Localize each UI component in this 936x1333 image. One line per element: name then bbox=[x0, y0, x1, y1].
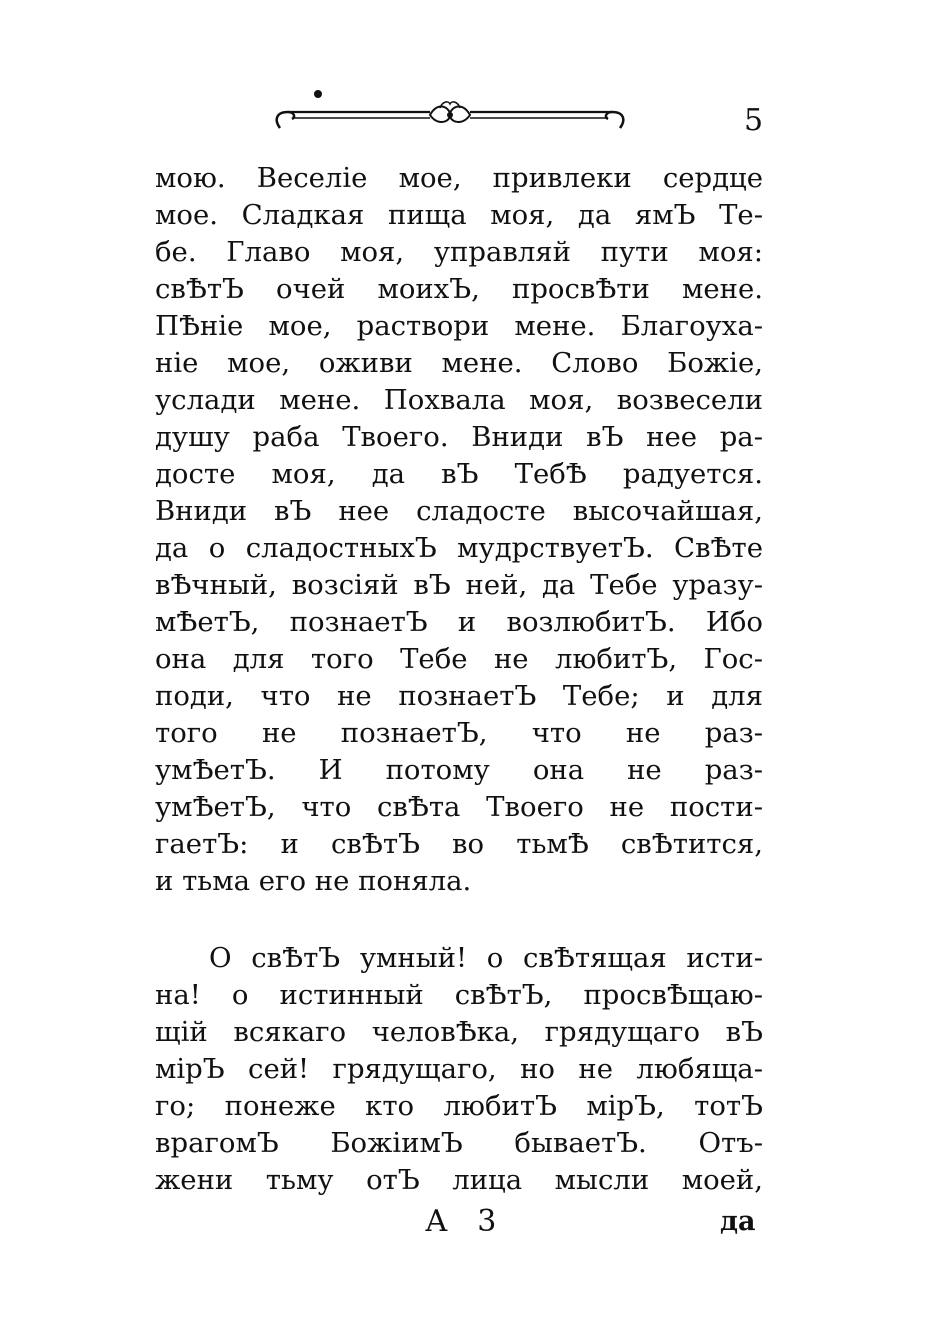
text-line: того не познаетЪ, что не раз- bbox=[155, 717, 763, 749]
text-line: мою. Веселіе мое, привлеки сердце bbox=[155, 162, 763, 194]
text-line: мірЪ сей! грядущаго, но не любяща- bbox=[155, 1053, 763, 1085]
catchword: да bbox=[720, 1206, 756, 1237]
paragraph-2 bbox=[155, 940, 763, 1199]
text-line: она для того Тебе не любитЪ, Гос- bbox=[155, 643, 763, 675]
text-line: досте моя, да вЪ ТебѢ радуется. bbox=[155, 458, 763, 490]
text-line: жени тьму отЪ лица мысли моей, bbox=[155, 1164, 763, 1196]
text-line: мѢетЪ, познаетЪ и возлюбитЪ. Ибо bbox=[155, 606, 763, 638]
text-line: умѢетЪ. И потому она не раз- bbox=[155, 754, 763, 786]
text-line: и тьма его не поняла. bbox=[155, 865, 472, 897]
page-footer bbox=[0, 1202, 936, 1252]
text-line: поди, что не познаетЪ Тебе; и для bbox=[155, 680, 763, 712]
text-line: бе. Главо моя, управляй пути моя: bbox=[155, 236, 763, 268]
text-line: услади мене. Похвала моя, возвесели bbox=[155, 384, 763, 416]
text-line: го; понеже кто любитЪ мірЪ, тотЪ bbox=[155, 1090, 763, 1122]
text-line: врагомЪ БожіимЪ бываетЪ. Отъ- bbox=[155, 1127, 763, 1159]
text-line: свѢтЪ очей моихЪ, просвѢти мене. bbox=[155, 273, 763, 305]
text-line: ніе мое, оживи мене. Слово Божіе, bbox=[155, 347, 763, 379]
page-header bbox=[0, 0, 936, 150]
text-line: Вниди вЪ нее сладосте высочайшая, bbox=[155, 495, 763, 527]
headpiece-ornament-icon bbox=[270, 86, 630, 136]
text-line: гаетЪ: и свѢтЪ во тьмѢ свѢтится, bbox=[155, 828, 763, 860]
text-line: умѢетЪ, что свѢта Твоего не пости- bbox=[155, 791, 763, 823]
paragraph-1 bbox=[155, 160, 763, 900]
signature-mark: А 3 bbox=[425, 1204, 507, 1239]
text-line: на! о истинный свѢтЪ, просвѢщаю- bbox=[155, 979, 763, 1011]
text-line: да о сладостныхЪ мудрствуетЪ. СвѢте bbox=[155, 532, 763, 564]
page-number: 5 bbox=[744, 103, 764, 138]
text-line: ПѢніе мое, раствори мене. Благоуха- bbox=[155, 310, 763, 342]
text-line: мое. Сладкая пища моя, да ямЪ Те- bbox=[155, 199, 763, 231]
text-line: щій всякаго человѢка, грядущаго вЪ bbox=[155, 1016, 763, 1048]
text-line: душу раба Твоего. Вниди вЪ нее ра- bbox=[155, 421, 763, 453]
text-line: О свѢтЪ умный! о свѢтящая исти- bbox=[209, 942, 763, 974]
text-line: вѢчный, возсіяй вЪ ней, да Тебе уразу- bbox=[155, 569, 763, 601]
